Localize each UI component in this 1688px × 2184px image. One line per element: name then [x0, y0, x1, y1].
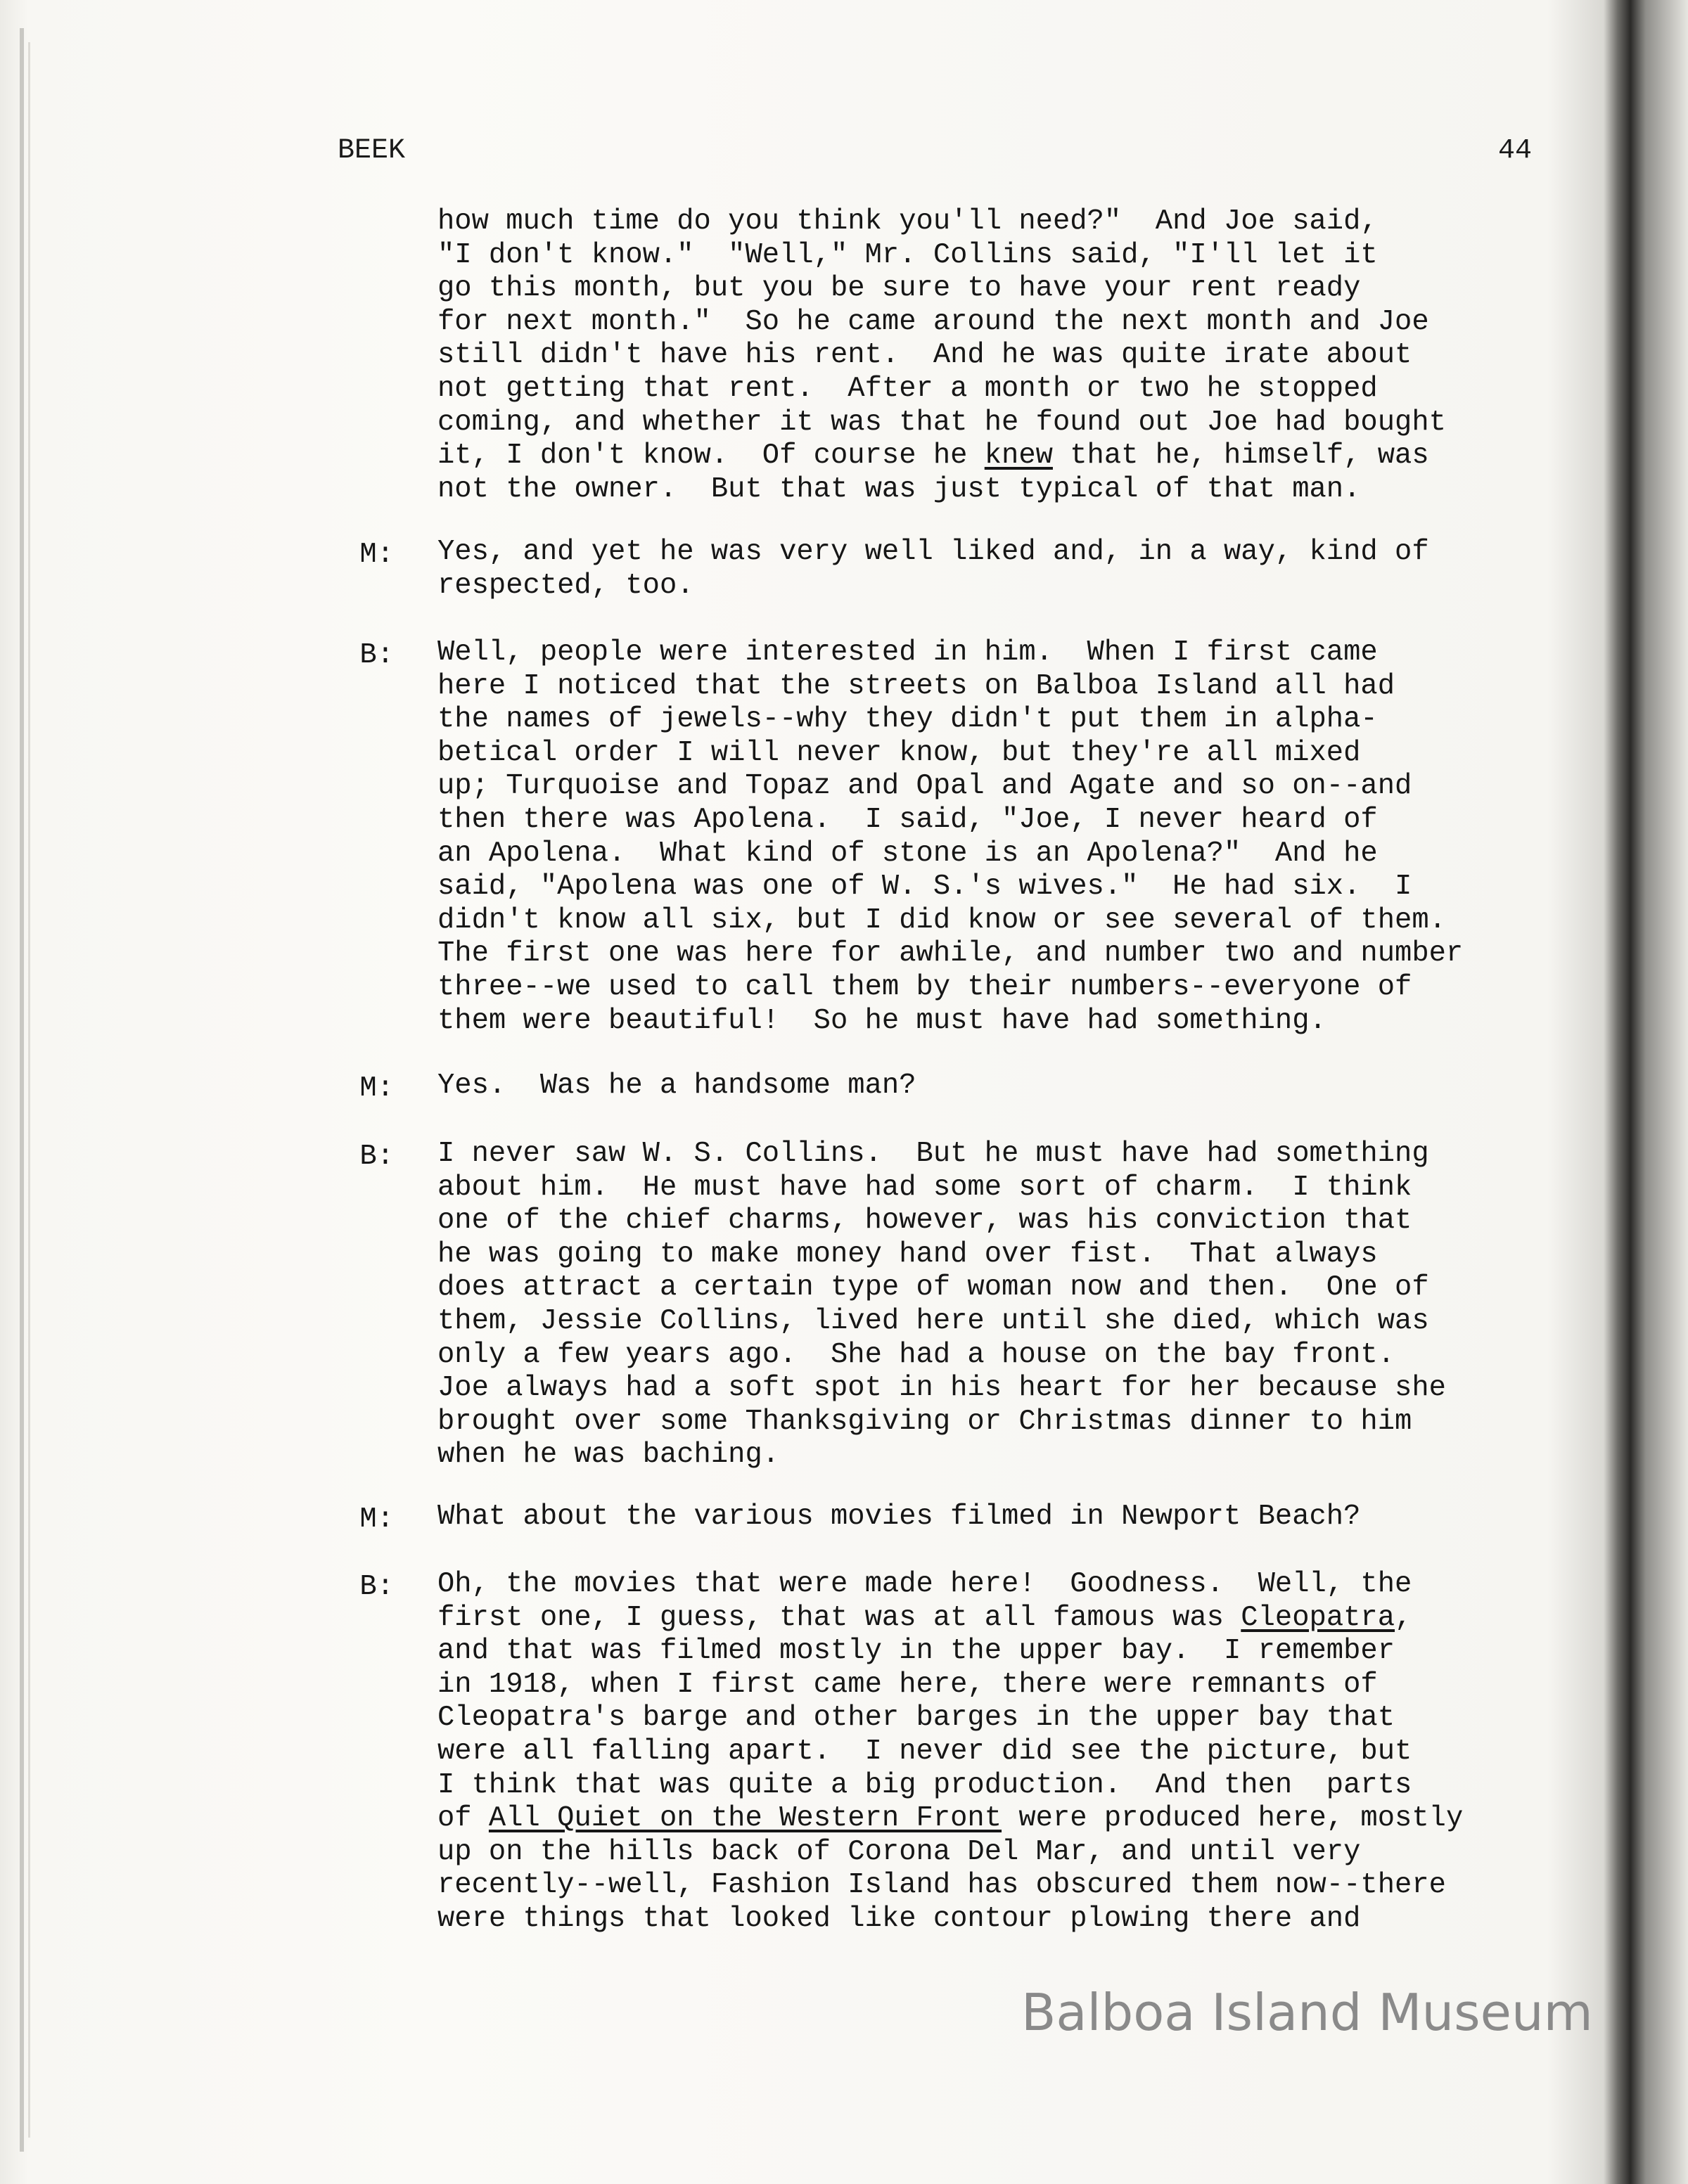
underlined-title: Cleopatra	[1241, 1601, 1395, 1634]
page-number: 44	[1498, 135, 1533, 167]
text-line: does attract a certain type of woman now and then. One of	[437, 1271, 1429, 1304]
text-line: when he was baching.	[437, 1439, 780, 1472]
underlined-title: knew	[984, 439, 1053, 473]
text-line: The first one was here for awhile, and number two and number	[437, 937, 1464, 970]
text-line: them, Jessie Collins, lived here until she died, which was	[437, 1304, 1429, 1337]
text-line: still didn't have his rent. And he was quite irate about	[437, 339, 1412, 372]
text-line: "I don't know." "Well," Mr. Collins said, "I'll let it	[437, 238, 1378, 271]
page-edge-shadow	[28, 42, 30, 2138]
paragraph	[437, 1501, 1360, 1534]
museum-watermark: Balboa Island Museum	[1021, 1983, 1593, 2042]
text-line: said, "Apolena was one of W. S.'s wives." He had six. I	[437, 871, 1412, 904]
text-line: up; Turquoise and Topaz and Opal and Agate and so on--and	[437, 770, 1412, 803]
paragraph	[437, 1138, 1446, 1472]
text-line: Yes. Was he a handsome man?	[437, 1069, 916, 1102]
text-line: the names of jewels--why they didn't put them in alpha-	[437, 703, 1378, 736]
speaker-label: M:	[359, 539, 394, 571]
text-line: here I noticed that the streets on Balboa Island all had	[437, 669, 1395, 702]
text-line-with-underline: of All Quiet on the Western Front were produced here, mostly	[437, 1802, 1464, 1835]
text-line: then there was Apolena. I said, "Joe, I never heard of	[437, 803, 1378, 836]
text-line-with-underline: first one, I guess, that was at all famous was Cleopatra,	[437, 1601, 1412, 1634]
text-line: how much time do you think you'll need?" And Joe said,	[437, 205, 1378, 238]
speaker-label: B:	[359, 639, 394, 672]
text-line: one of the chief charms, however, was his conviction that	[437, 1205, 1412, 1238]
text-line: not the owner. But that was just typical of that man.	[437, 473, 1361, 506]
text-line: betical order I will never know, but they're all mixed	[437, 736, 1361, 769]
text-line: them were beautiful! So he must have had something.	[437, 1004, 1326, 1037]
paragraph	[437, 636, 1463, 1038]
text-line: What about the various movies filmed in Newport Beach?	[437, 1501, 1361, 1533]
text-line: an Apolena. What kind of stone is an Apolena?" And he	[437, 837, 1378, 870]
text-line: Oh, the movies that were made here! Goodness. Well, the	[437, 1568, 1412, 1600]
text-line: in 1918, when I first came here, there were remnants of	[437, 1668, 1378, 1701]
text-line: not getting that rent. After a month or two he stopped	[437, 372, 1378, 405]
paragraph	[437, 205, 1446, 506]
text-line-with-underline: it, I don't know. Of course he knew that he, himself, was	[437, 439, 1429, 473]
text-line: Joe always had a soft spot in his heart for her because she	[437, 1372, 1446, 1405]
text-line: didn't know all six, but I did know or see several of them.	[437, 904, 1446, 937]
text-line: were things that looked like contour plowing there and	[437, 1902, 1361, 1935]
text-line: Well, people were interested in him. When I first came	[437, 636, 1378, 669]
text-line: go this month, but you be sure to have your rent ready	[437, 272, 1361, 305]
text-line: he was going to make money hand over fist. That always	[437, 1238, 1378, 1271]
text-line: Cleopatra's barge and other barges in the upper bay that	[437, 1702, 1395, 1735]
text-line: respected, too.	[437, 569, 694, 602]
text-line: I never saw W. S. Collins. But he must have had something	[437, 1138, 1429, 1170]
text-line: about him. He must have had some sort of charm. I think	[437, 1171, 1412, 1204]
speaker-label: M:	[359, 1503, 394, 1536]
header-name: BEEK	[338, 135, 406, 167]
page-edge-shadow	[20, 28, 24, 2152]
paragraph	[437, 536, 1429, 603]
text-line: coming, and whether it was that he found out Joe had bought	[437, 406, 1446, 439]
text-line: only a few years ago. She had a house on the bay front.	[437, 1338, 1395, 1371]
text-line: for next month." So he came around the next month and Joe	[437, 305, 1429, 338]
speaker-label: B:	[359, 1571, 394, 1603]
text-line: were all falling apart. I never did see the picture, but	[437, 1735, 1412, 1768]
speaker-label: B:	[359, 1141, 394, 1173]
text-line: brought over some Thanksgiving or Christmas dinner to him	[437, 1405, 1412, 1438]
text-line: recently--well, Fashion Island has obscured them now--there	[437, 1869, 1446, 1902]
paragraph	[437, 1069, 916, 1103]
speaker-label: M:	[359, 1072, 394, 1105]
paragraph	[437, 1568, 1463, 1936]
text-line: Yes, and yet he was very well liked and, in a way, kind of	[437, 536, 1429, 568]
underlined-title: All Quiet on the Western Front	[488, 1802, 1002, 1835]
text-line: three--we used to call them by their numbers--everyone of	[437, 970, 1412, 1003]
text-line: I think that was quite a big production. And then parts	[437, 1768, 1412, 1801]
text-line: and that was filmed mostly in the upper bay. I remember	[437, 1635, 1395, 1668]
text-line: up on the hills back of Corona Del Mar, and until very	[437, 1835, 1361, 1868]
